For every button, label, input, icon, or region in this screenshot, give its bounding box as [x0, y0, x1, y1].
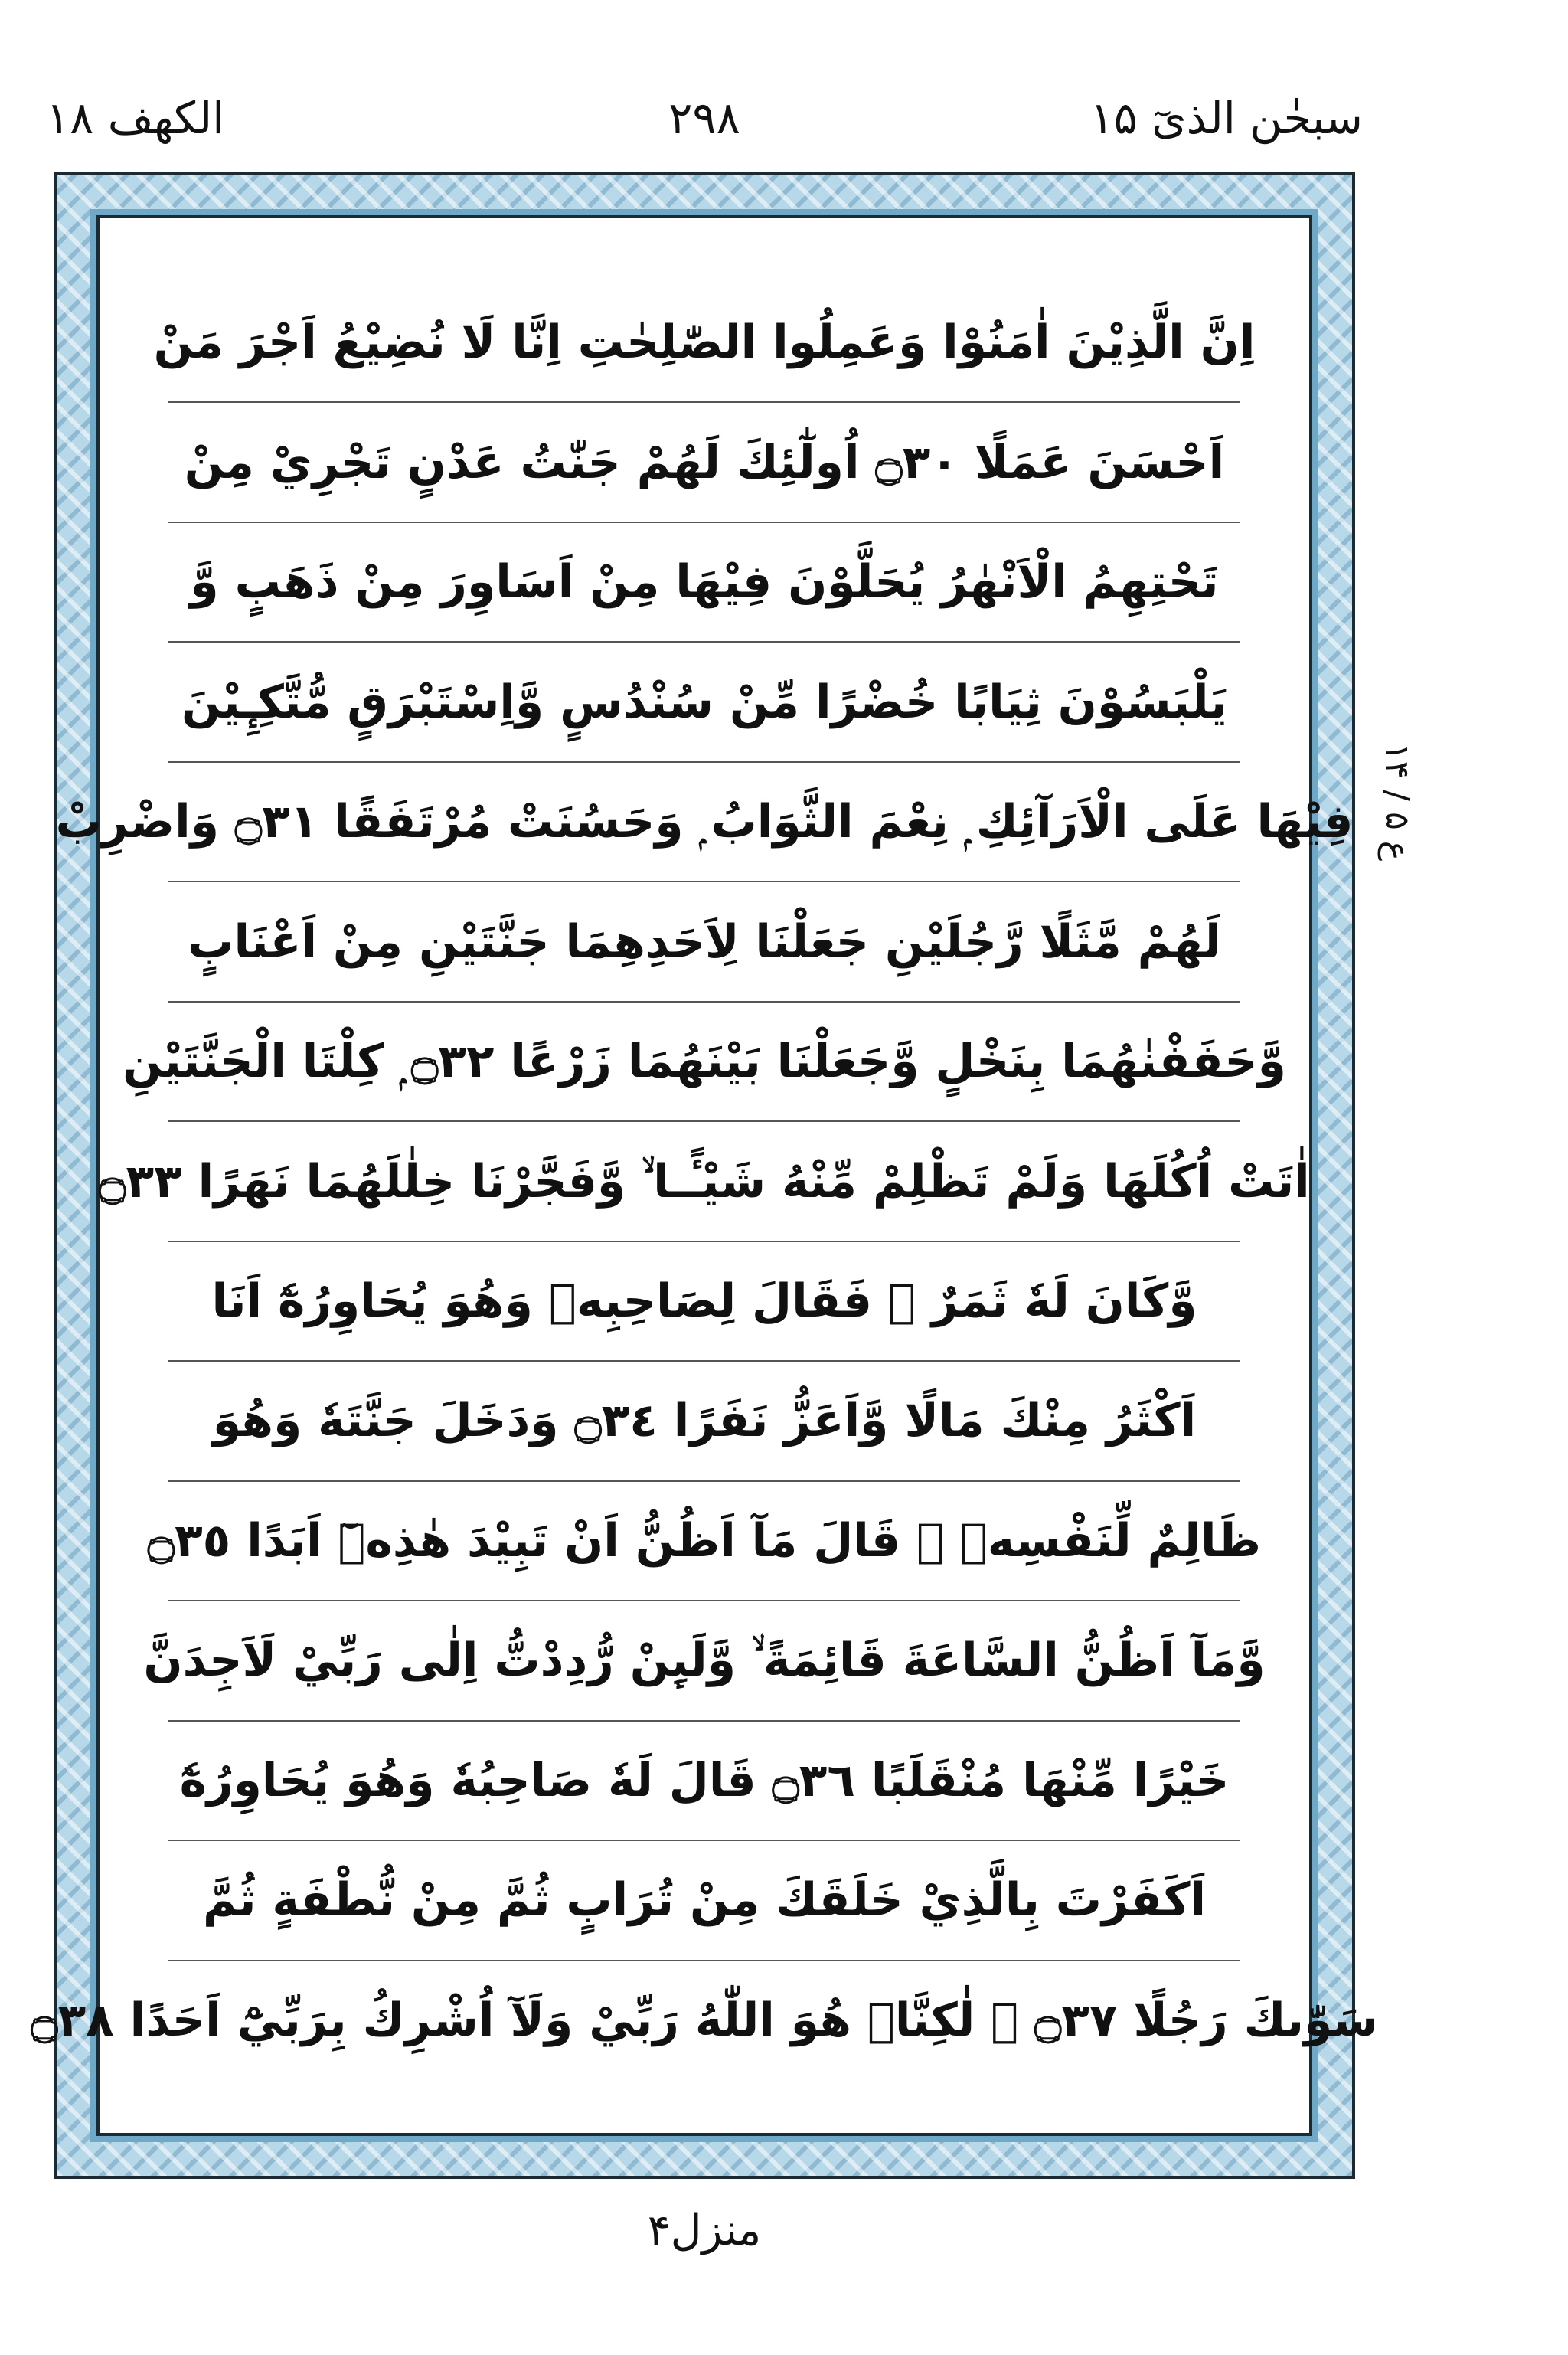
verse-line-13: خَيْرًا مِّنْهَا مُنْقَلَبًا ۝٣٦ قَالَ لَهٗ صَاحِبُهٗ وَهُوَ يُحَاوِرُهٗٓ [168, 1722, 1240, 1841]
verse-line-4: يَلْبَسُوْنَ ثِيَابًا خُضْرًا مِّنْ سُنْدُسٍ وَّاِسْتَبْرَقٍ مُّتَّكِـِٕيْنَ [168, 643, 1240, 762]
verse-line-2: اَحْسَنَ عَمَلًا ۝٣٠ اُولٰٓئِكَ لَهُمْ جَنّٰتُ عَدْنٍ تَجْرِيْ مِنْ [168, 403, 1240, 522]
verse-line-7: وَّحَفَفْنٰهُمَا بِنَخْلٍ وَّجَعَلْنَا بَيْنَهُمَا زَرْعًا ۝٣٢ ۭ كِلْتَا الْجَنَّتَيْنِ [168, 1003, 1240, 1122]
verse-line-10: اَكْثَرُ مِنْكَ مَالًا وَّاَعَزُّ نَفَرًا ۝٣٤ وَدَخَلَ جَنَّتَهٗ وَهُوَ [168, 1362, 1240, 1481]
verse-line-9: وَّكَانَ لَهٗ ثَمَرٌ ۚ فَقَالَ لِصَاحِبِهٖ وَهُوَ يُحَاوِرُهٗٓ اَنَا [168, 1242, 1240, 1362]
verse-line-12: وَّمَآ اَظُنُّ السَّاعَةَ قَائِمَةً ۙ وَّلَىِٕنْ رُّدِدْتُّ اِلٰى رَبِّيْ لَاَجِدَنَّ [168, 1601, 1240, 1721]
text-panel [31, 215, 1378, 2136]
verse-line-5: فِيْهَا عَلَى الْاَرَآئِكِ ۭ نِعْمَ الثَّوَابُ ۭ وَحَسُنَتْ مُرْتَفَقًا ۝٣١ وَاضْرِبْ [168, 763, 1240, 882]
verse-lines [31, 283, 1378, 2079]
verse-line-1: اِنَّ الَّذِيْنَ اٰمَنُوْا وَعَمِلُوا الصّٰلِحٰتِ اِنَّا لَا نُضِيْعُ اَجْرَ مَنْ [168, 283, 1240, 403]
page-number: ۲۹۸ [668, 92, 740, 144]
verse-line-15: سَوّٰىكَ رَجُلًا ۝٣٧ ۭ لٰكِنَّا۟ هُوَ اللّٰهُ رَبِّيْ وَلَآ اُشْرِكُ بِرَبِّيْٓ اَحَدًا ۝٣٨ [31, 1993, 1378, 2047]
verse-line-11: ظَالِمٌ لِّنَفْسِهٖ ۚ قَالَ مَآ اَظُنُّ اَنْ تَبِيْدَ هٰذِهٖٓ اَبَدًا ۝٣٥ [168, 1482, 1240, 1601]
verse-line-3: تَحْتِهِمُ الْاَنْهٰرُ يُحَلَّوْنَ فِيْهَا مِنْ اَسَاوِرَ مِنْ ذَهَبٍ وَّ [168, 523, 1240, 643]
verse-line-8: اٰتَتْ اُكُلَهَا وَلَمْ تَظْلِمْ مِّنْهُ شَيْـًٔـا ۙ وَّفَجَّرْنَا خِلٰلَهُمَا نَهَرًا ۝٣٣ [168, 1122, 1240, 1241]
surah-name: الکھف ۱۸ [46, 92, 225, 144]
juz-name: سبحٰن الذیٓ ۱۵ [1089, 92, 1363, 144]
manzil-label: منزل۴ [647, 2206, 762, 2255]
page-header [46, 84, 1363, 176]
verse-line-14: اَكَفَرْتَ بِالَّذِيْ خَلَقَكَ مِنْ تُرَابٍ ثُمَّ مِنْ نُّطْفَةٍ ثُمَّ [168, 1841, 1240, 1961]
ruku-marker: ع ۵ / ۱۴ [1377, 743, 1416, 861]
ornamental-border [31, 172, 1378, 2179]
verse-line-6: لَهُمْ مَّثَلًا رَّجُلَيْنِ جَعَلْنَا لِاَحَدِهِمَا جَنَّتَيْنِ مِنْ اَعْنَابٍ [168, 882, 1240, 1002]
